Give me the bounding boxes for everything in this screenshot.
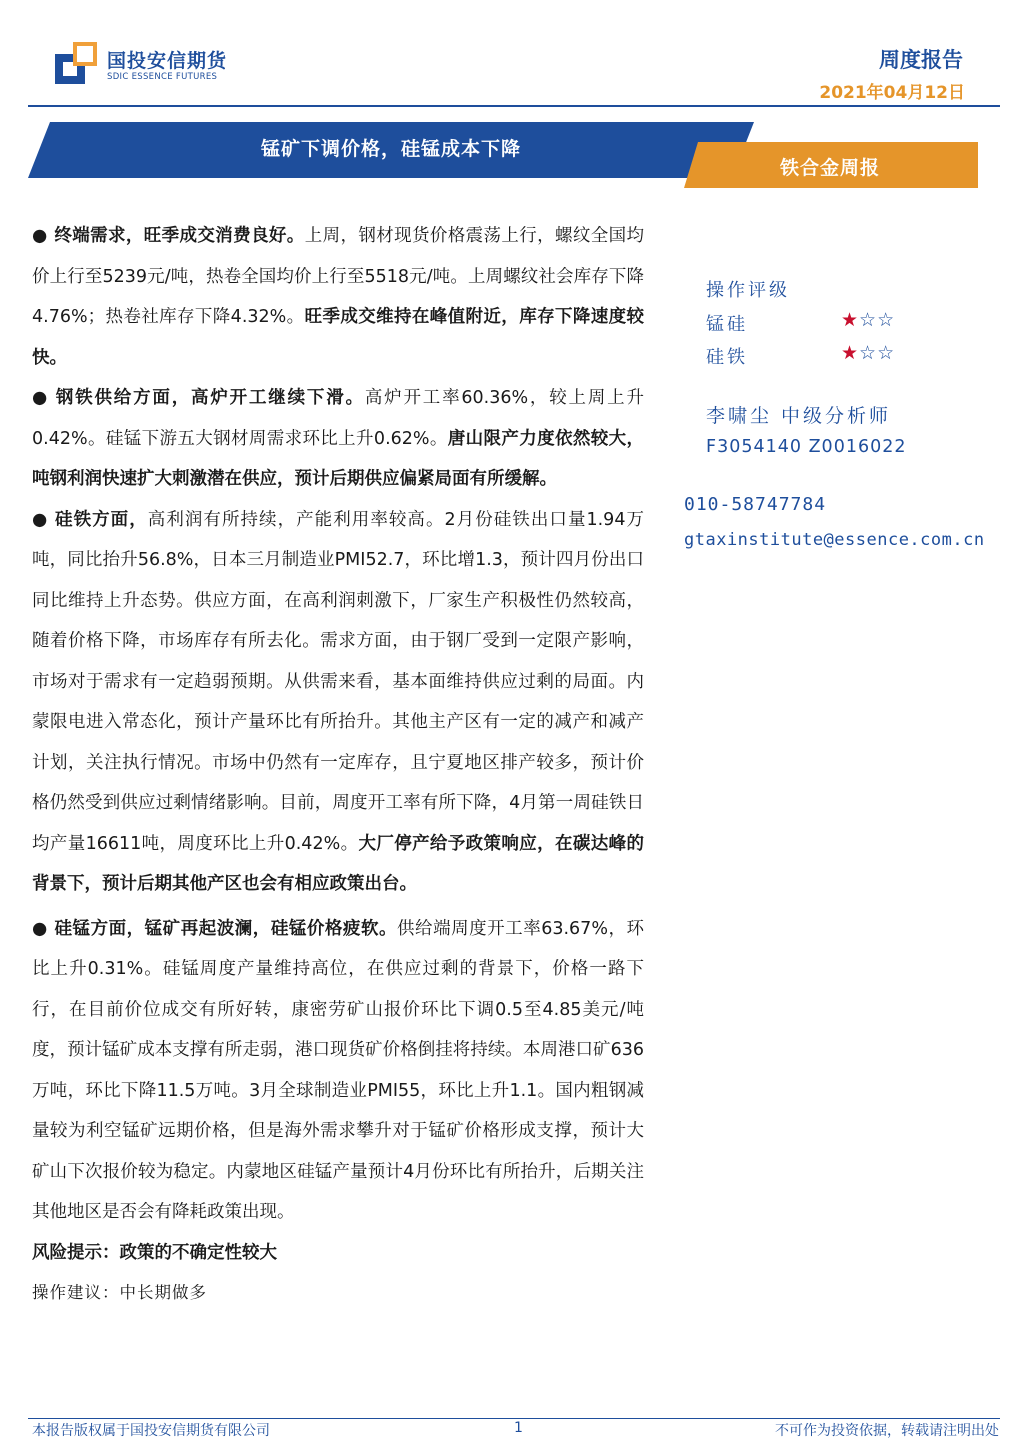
bullet-icon: ● bbox=[32, 388, 48, 408]
operation-suggestion: 操作建议：中长期做多 bbox=[32, 1283, 207, 1302]
contact-email[interactable]: gtaxinstitute@essence.com.cn bbox=[684, 530, 985, 550]
star-empty-icon: ☆☆ bbox=[859, 309, 896, 331]
header-divider bbox=[28, 105, 1000, 107]
paragraph-silicomanganese bbox=[32, 909, 644, 1233]
bullet-icon: ● bbox=[32, 509, 48, 530]
paragraph-demand-conclusion: 旺季成交维持在峰值附近，库存下降速度较快。 bbox=[32, 307, 645, 368]
rating-row-silicomanganese bbox=[706, 310, 926, 340]
logo-english-name: SDIC ESSENCE FUTURES bbox=[107, 72, 218, 82]
rating-title: 操作评级 bbox=[706, 280, 790, 301]
paragraph-ferrosilicon-text: 高利润有所持续，产能利用率较高。2月份硅铁出口量1.94万吨，同比抬升56.8%，日本三月制造业PMI52.7，环比增1.3，预计四月份出口同比维持上升态势。供应方面，在高利润刺激下，厂家生产积极性仍然较高，随着价格下降，市场库存有所去化。需求方面，由于钢厂受到一定限产影响，市场对于需求有一定趋弱预期。从供需来看，基本面维持供应过剩的局面。内蒙限电进入常态化，预计产量环比有所抬升。其他主产区有一定的减产和减产计划，关注执行情况。市场中仍然有一定库存，且宁夏地区排产较多，预计价格仍然受到供应过剩情绪影响。目前，周度开工率有所下降，4月第一周硅铁日均产量16611吨，周度环比上升0.42%。 bbox=[32, 509, 644, 854]
paragraph-ferrosilicon bbox=[32, 500, 644, 905]
rating-name: 硅铁 bbox=[706, 347, 748, 368]
bullet-icon: ● bbox=[32, 226, 48, 246]
category-tag bbox=[684, 142, 978, 188]
paragraph-silicomanganese-text: 供给端周度开工率63.67%，环比上升0.31%。硅锰周度产量维持高位，在供应过剩的背景下，价格一路下行，在目前价位成交有所好转，康密劳矿山报价环比下调0.5至4.85美元/吨度，预计锰矿成本支撑有所走弱，港口现货矿价格倒挂将持续。本周港口矿636万吨，环比下降11.5万吨。3月全球制造业PMI55，环比上升1.1。国内粗钢减量较为利空锰矿远期价格，但是海外需求攀升对于锰矿价格形成支撑，预计大矿山下次报价较为稳定。内蒙地区硅锰产量预计4月份环比有所抬升，后期关注其他地区是否会有降耗政策出现。 bbox=[32, 918, 644, 1222]
analyst-name: 李啸尘 中级分析师 bbox=[706, 405, 892, 427]
paragraph-supply-lead: 钢铁供给方面，高炉开工继续下滑。 bbox=[54, 388, 365, 408]
category-tag-label: 铁合金周报 bbox=[780, 157, 881, 179]
contact-phone: 010-58747784 bbox=[684, 494, 827, 515]
footer-copyright: 本报告版权属于国投安信期货有限公司 bbox=[32, 1423, 270, 1439]
paragraph-ferrosilicon-lead: 硅铁方面， bbox=[54, 509, 148, 530]
page-number: 1 bbox=[514, 1420, 523, 1436]
star-filled-icon: ★ bbox=[841, 342, 860, 364]
report-type: 周度报告 bbox=[879, 48, 963, 72]
report-date: 2021年04月12日 bbox=[819, 83, 965, 103]
paragraph-supply bbox=[32, 378, 644, 500]
title-banner bbox=[28, 122, 754, 178]
paragraph-supply-text: 高炉开工率60.36%，较上周上升0.42%。硅锰下游五大钢材周需求环比上升0.62%。 bbox=[32, 388, 644, 449]
star-filled-icon: ★ bbox=[841, 309, 860, 331]
rating-stars bbox=[841, 342, 895, 364]
analyst-license: F3054140 Z0016022 bbox=[706, 437, 907, 457]
logo-mark-icon bbox=[55, 42, 97, 84]
footer-disclaimer: 不可作为投资依据，转载请注明出处 bbox=[775, 1423, 999, 1439]
company-logo bbox=[55, 42, 235, 92]
rating-stars bbox=[841, 309, 895, 331]
rating-name: 锰硅 bbox=[706, 314, 748, 335]
paragraph-demand-lead: 终端需求，旺季成交消费良好。 bbox=[54, 226, 305, 246]
logo-chinese-name: 国投安信期货 bbox=[107, 50, 228, 72]
paragraph-ferrosilicon-conclusion: 大厂停产给予政策响应，在碳达峰的背景下，预计后期其他产区也会有相应政策出台。 bbox=[32, 833, 645, 894]
star-empty-icon: ☆☆ bbox=[859, 342, 896, 364]
paragraph-silicomanganese-lead: 硅锰方面，锰矿再起波澜，硅锰价格疲软。 bbox=[54, 918, 398, 939]
risk-warning: 风险提示：政策的不确定性较大 bbox=[32, 1242, 277, 1263]
footer-divider bbox=[28, 1418, 1000, 1419]
paragraph-supply-conclusion: 唐山限产力度依然较大，吨钢利润快速扩大刺激潜在供应，预计后期供应偏紧局面有所缓解。 bbox=[32, 428, 645, 489]
bullet-icon: ● bbox=[32, 918, 48, 939]
paragraph-demand-text: 上周，钢材现货价格震荡上行，螺纹全国均价上行至5239元/吨，热卷全国均价上行至5518元/吨。上周螺纹社会库存下降4.76%；热卷社库存下降4.32%。 bbox=[32, 226, 645, 327]
report-body bbox=[32, 216, 644, 1314]
rating-row-ferrosilicon bbox=[706, 343, 926, 373]
report-title: 锰矿下调价格，硅锰成本下降 bbox=[260, 138, 521, 160]
paragraph-demand bbox=[32, 216, 644, 378]
